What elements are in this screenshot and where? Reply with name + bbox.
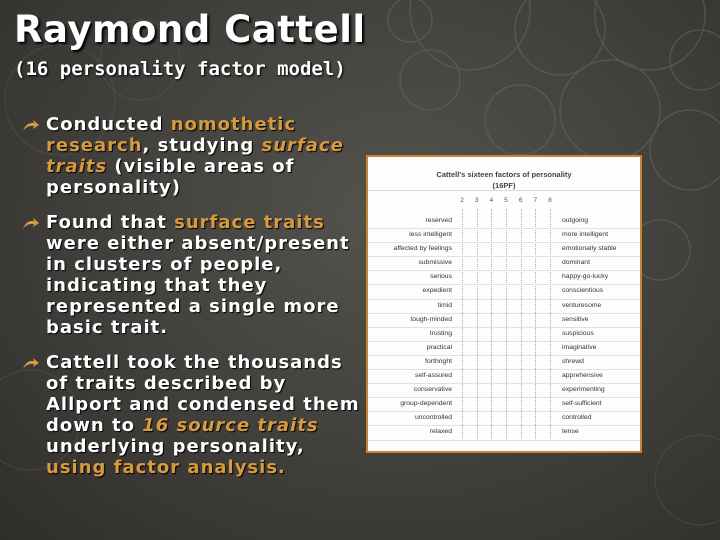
factor-high-label: self-sufficient [562, 400, 602, 408]
bullet-list [22, 114, 367, 492]
bullet-text: were either absent/present in clusters of people, indicating that they represented a single more basic trait. [46, 233, 350, 338]
factor-row [368, 229, 640, 243]
factor-low-label: group-dependent [400, 400, 452, 408]
factor-low-label: self-assured [414, 372, 452, 380]
bullet-text: underlying personality, [46, 436, 305, 457]
highlight-text: 16 source traits [142, 415, 319, 436]
factor-high-label: outgoing [562, 217, 589, 224]
highlight-text: surface traits [174, 212, 325, 233]
factor-row [368, 215, 640, 229]
figure-rows [368, 215, 640, 441]
figure-divider [368, 190, 640, 191]
factor-low-label: practical [426, 343, 452, 351]
factor-low-label: less intelligent [409, 231, 452, 239]
factor-high-label: happy-go-lucky [562, 273, 609, 281]
factor-low-label: reserved [425, 217, 452, 224]
arrow-bullet-icon [22, 357, 40, 371]
scale-number: 3 [474, 197, 479, 204]
bullet-item [22, 352, 367, 478]
factor-low-label: timid [437, 301, 452, 309]
factor-high-label: conscientious [562, 287, 604, 295]
factor-high-label: experimenting [562, 386, 605, 394]
factor-row [368, 257, 640, 271]
factor-row [368, 300, 640, 314]
bullet-text: Conducted [46, 114, 171, 135]
factor-high-label: controlled [562, 414, 592, 422]
factor-row [368, 398, 640, 412]
bullet-text: (visible areas of personality) [46, 156, 295, 198]
factor-high-label: venturesome [562, 301, 602, 309]
arrow-bullet-icon [22, 119, 40, 133]
factor-high-label: shrewd [562, 357, 584, 365]
figure-title-text: Cattell's sixteen factors of personality [436, 170, 572, 179]
factor-row [368, 314, 640, 328]
figure-scale-numbers [456, 197, 556, 207]
factor-high-label: sensitive [562, 315, 589, 323]
arrow-bullet-icon [22, 217, 40, 231]
factor-low-label: conservative [413, 386, 452, 394]
factor-row [368, 342, 640, 356]
factor-row [368, 426, 640, 440]
highlight-text: nomothetic research [46, 114, 297, 156]
bullet-text: Found that [46, 212, 175, 233]
factor-high-label: emotionally stable [562, 245, 617, 253]
factor-row [368, 285, 640, 299]
factor-low-label: submissive [418, 259, 452, 267]
slide-title: Raymond Cattell [14, 8, 366, 51]
bullet-item [22, 212, 367, 338]
factor-low-label: relaxed [429, 428, 452, 436]
factor-low-label: uncontrolled [414, 414, 452, 422]
scale-number: 2 [460, 197, 464, 204]
factor-low-label: serious [430, 273, 452, 281]
slide-subtitle: (16 personality factor model) [14, 58, 346, 80]
scale-number: 8 [548, 197, 552, 204]
factor-high-label: tense [562, 428, 579, 436]
factor-high-label: imaginative [562, 343, 597, 351]
factor-row [368, 356, 640, 370]
factor-low-label: tough-minded [410, 315, 452, 323]
factor-high-label: apprehensive [562, 372, 603, 380]
figure-title [368, 169, 640, 191]
bullet-text: Cattell took the thousands of traits described by Allport and condensed them down to [46, 352, 360, 436]
factor-low-label: expedient [422, 287, 452, 295]
scale-number: 7 [533, 197, 538, 204]
factor-row [368, 243, 640, 257]
scale-number: 4 [489, 197, 494, 204]
factor-high-label: suspicious [562, 329, 594, 337]
factor-row [368, 412, 640, 426]
scale-number: 6 [518, 197, 523, 204]
cattell-16pf-figure [366, 155, 642, 453]
factor-low-label: forthright [425, 357, 452, 365]
factor-row [368, 384, 640, 398]
factor-high-label: more intelligent [562, 231, 609, 239]
factor-low-label: trusting [429, 329, 452, 337]
factor-row [368, 370, 640, 384]
highlight-text: surface traits [46, 135, 344, 177]
bullet-text: , studying [142, 135, 262, 156]
factor-high-label: dominant [562, 259, 590, 267]
factor-row [368, 328, 640, 342]
figure-subtitle: (16PF) [492, 181, 516, 190]
factor-low-label: affected by feelings [393, 245, 452, 253]
scale-number: 5 [504, 197, 508, 204]
factor-row [368, 271, 640, 285]
bullet-item [22, 114, 367, 198]
highlight-text: using factor analysis. [46, 457, 286, 478]
